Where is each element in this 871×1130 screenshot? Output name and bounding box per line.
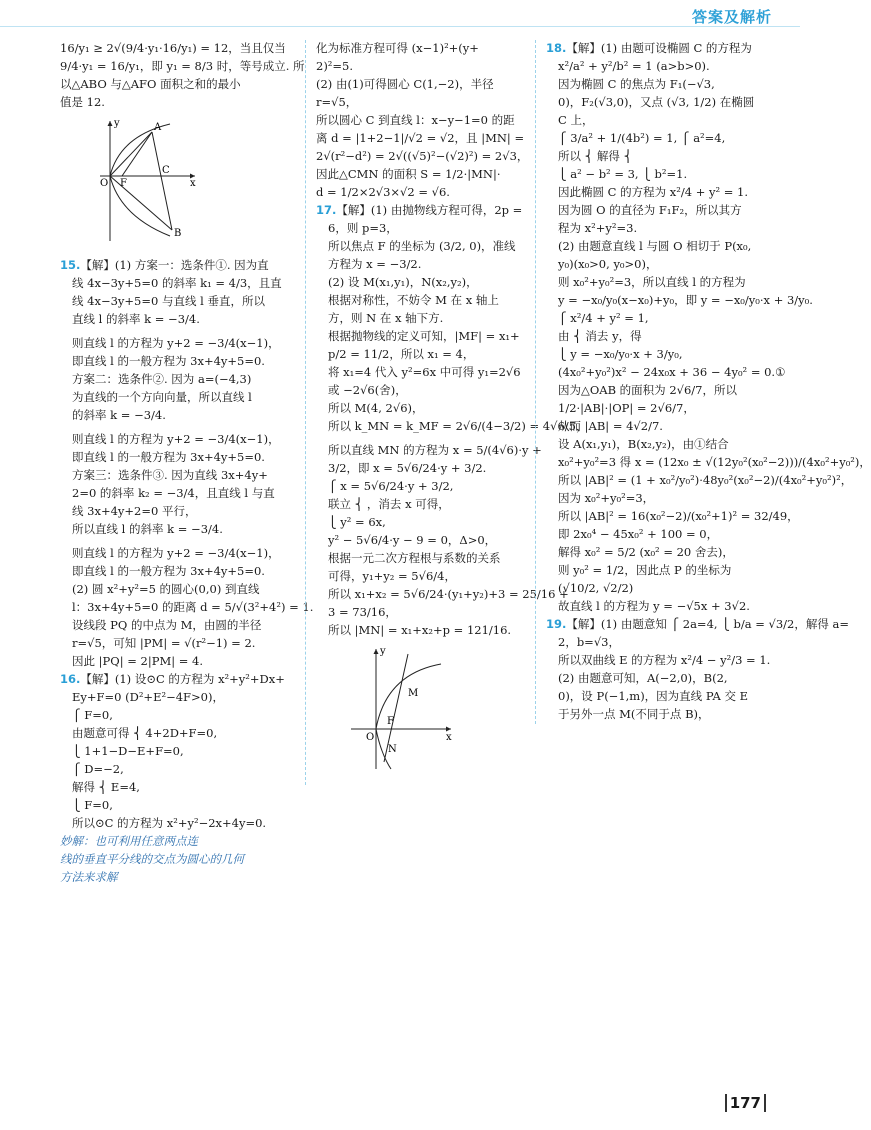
text-line: 或 −2√6(舍)， — [328, 383, 407, 397]
text-line: 由 ⎨ 消去 y，得 — [558, 329, 642, 343]
text-line: (4x₀²+y₀²)x² − 24x₀x + 36 − 4y₀² = 0.① — [558, 365, 786, 379]
text-line: C 上， — [558, 113, 594, 127]
text-line: ⎩ F=0, — [72, 798, 113, 812]
question-line: 16.【解】(1) 设⊙C 的方程为 x²+y²+Dx+ — [60, 672, 285, 686]
question-number: 19. — [546, 617, 567, 631]
note-line: 方法来求解 — [60, 870, 118, 884]
text-line: 直线 l 的斜率 k = −3/4. — [72, 312, 200, 326]
text-line: Ey+F=0 (D²+E²−4F>0)， — [72, 690, 224, 704]
text-line: 16/y₁ ≥ 2√(9/4·y₁·16/y₁) = 12，当且仅当 — [60, 41, 286, 55]
text-line: (2) 由(1)可得圆心 C(1,−2)，半径 — [316, 77, 494, 91]
page-number: 177 — [725, 1094, 766, 1112]
text-line: r=√5， — [316, 95, 358, 109]
header-title: 答案及解析 — [691, 8, 772, 26]
label-F: F — [387, 716, 394, 727]
text-line: 从而 |AB| = 4√2/7. — [558, 419, 663, 433]
text-line: 0)，设 P(−1,m)，因为直线 PA 交 E — [558, 689, 749, 703]
text-line: 方案三：选条件③. 因为直线 3x+4y+ — [72, 468, 268, 482]
text-line: 的斜率 k = −3/4. — [72, 408, 166, 422]
text-line: 设 A(x₁,y₁)，B(x₂,y₂)，由①结合 — [558, 437, 729, 451]
text-line: 根据抛物线的定义可知，|MF| = x₁+ — [328, 329, 520, 343]
parabola-figure — [346, 644, 456, 774]
text-line: 则 y₀² = 1/2，因此点 P 的坐标为 — [558, 563, 732, 577]
text-line: 因为△OAB 的面积为 2√6/7，所以 — [558, 383, 737, 397]
text-line: 因为圆 O 的直径为 F₁F₂，所以其方 — [558, 203, 742, 217]
text-line: 离 d = |1+2−1|/√2 = √2，且 |MN| = — [316, 131, 525, 145]
text-line: (√10/2, √2/2) — [558, 581, 634, 595]
text-line: (2) 由题意直线 l 与圆 O 相切于 P(x₀, — [558, 239, 752, 253]
text-line: 所以 |MN| = x₁+x₂+p = 121/16. — [328, 623, 512, 637]
text-line: (2) 圆 x²+y²=5 的圆心(0,0) 到直线 — [72, 582, 260, 596]
label-M: M — [408, 688, 419, 699]
text-line: 化为标准方程可得 (x−1)²+(y+ — [316, 41, 479, 55]
label-F: F — [120, 178, 127, 189]
text-line: 则直线 l 的方程为 y+2 = −3/4(x−1)， — [72, 546, 280, 560]
text-line: 以△ABO 与△AFO 面积之和的最小 — [60, 77, 241, 91]
label-A: A — [154, 122, 162, 133]
text-line: 所以焦点 F 的坐标为 (3/2, 0)，准线 — [328, 239, 516, 253]
label-B: B — [174, 228, 182, 239]
text-line: 因此△CMN 的面积 S = 1/2·|MN|· — [316, 167, 501, 181]
question-number: 18. — [546, 41, 567, 55]
text-line: 为直线的一个方向向量，所以直线 l — [72, 390, 252, 404]
question-number: 16. — [60, 672, 81, 686]
text-line: 设线段 PQ 的中点为 M，由圆的半径 — [72, 618, 262, 632]
text-line: 因为椭圆 C 的焦点为 F₁(−√3, — [558, 77, 715, 91]
text-line: d = 1/2×2√3×√2 = √6. — [316, 185, 450, 199]
text-line: 即直线 l 的一般方程为 3x+4y+5=0. — [72, 354, 265, 368]
text-line: ⎩ a² − b² = 3, ⎩ b²=1. — [558, 167, 688, 181]
text-line: 方，则 N 在 x 轴下方. — [328, 311, 444, 325]
text-line: 所以 ⎨ 解得 ⎨ — [558, 149, 633, 163]
text-line: 3 = 73/16， — [328, 605, 397, 619]
text-line: 根据对称性，不妨令 M 在 x 轴上 — [328, 293, 499, 307]
text-line: 所以⊙C 的方程为 x²+y²−2x+4y=0. — [72, 816, 267, 830]
text-line: 因此椭圆 C 的方程为 x²/4 + y² = 1. — [558, 185, 749, 199]
text-line: 由题意可得 ⎨ 4+2D+F=0, — [72, 726, 218, 740]
text-line: 于另外一点 M(不同于点 B)， — [558, 707, 710, 721]
text-line: 2)²=5. — [316, 59, 354, 73]
text-line: 故直线 l 的方程为 y = −√5x + 3√2. — [558, 599, 750, 613]
text-line: 联立 ⎨ ，消去 x 可得， — [328, 497, 450, 511]
text-line: 即直线 l 的一般方程为 3x+4y+5=0. — [72, 450, 265, 464]
text-line: 6，则 p=3， — [328, 221, 398, 235]
text-line: 则直线 l 的方程为 y+2 = −3/4(x−1)， — [72, 336, 280, 350]
column-left — [60, 40, 314, 887]
question-line: 17.【解】(1) 由抛物线方程可得，2p = — [316, 203, 523, 217]
ellipse-figure — [90, 116, 200, 246]
text-line: 则 x₀²+y₀²=3，所以直线 l 的方程为 — [558, 275, 746, 289]
question-line: 18.【解】(1) 由题可设椭圆 C 的方程为 — [546, 41, 752, 55]
question-number: 15. — [60, 258, 81, 272]
text-line: y₀)(x₀>0, y₀>0)， — [558, 257, 658, 271]
text-line: 所以直线 l 的斜率 k = −3/4. — [72, 522, 223, 536]
text-line: 所以直线 MN 的方程为 x = 5/(4√6)·y + — [328, 443, 542, 457]
note-line: 线的垂直平分线的交点为圆心的几何 — [60, 852, 244, 866]
text-line: 方案二：选条件②. 因为 a=(−4,3) — [72, 372, 252, 386]
header-rule — [0, 26, 800, 27]
text-line: 即 2x₀⁴ − 45x₀² + 100 = 0， — [558, 527, 719, 541]
text-line: 解得 ⎨ E=4, — [72, 780, 140, 794]
text-line: ⎩ y = −x₀/y₀·x + 3/y₀, — [558, 347, 683, 361]
text-line: y = −x₀/y₀(x−x₀)+y₀，即 y = −x₀/y₀·x + 3/y₀. — [558, 293, 813, 307]
note-line: 妙解：也可利用任意两点连 — [60, 834, 198, 848]
label-C: C — [162, 165, 170, 176]
text-line: 因为 x₀²+y₀²=3， — [558, 491, 655, 505]
text-line: (2) 由题意可知，A(−2,0)，B(2, — [558, 671, 728, 685]
text-line: 1/2·|AB|·|OP| = 2√6/7， — [558, 401, 695, 415]
text-line: ⎧ 3/a² + 1/(4b²) = 1, ⎧ a²=4, — [558, 131, 726, 145]
text-line: ⎧ x = 5√6/24·y + 3/2, — [328, 479, 454, 493]
label-y: y — [114, 118, 120, 129]
text-line: 将 x₁=4 代入 y²=6x 中可得 y₁=2√6 — [328, 365, 521, 379]
text-line: 9/4·y₁ = 16/y₁，即 y₁ = 8/3 时，等号成立. 所 — [60, 59, 305, 73]
column-right — [535, 40, 871, 724]
text-line: l：3x+4y+5=0 的距离 d = 5/√(3²+4²) = 1. — [72, 600, 314, 614]
text-line: r=√5，可知 |PM| = √(r²−1) = 2. — [72, 636, 256, 650]
text-line: 2=0 的斜率 k₂ = −3/4，且直线 l 与直 — [72, 486, 275, 500]
text-line: 线 4x−3y+5=0 的斜率 k₁ = 4/3，且直 — [72, 276, 282, 290]
text-line: ⎧ F=0, — [72, 708, 113, 722]
text-line: 可得，y₁+y₂ = 5√6/4， — [328, 569, 456, 583]
text-line: 方程为 x = −3/2. — [328, 257, 422, 271]
text-line: 所以双曲线 E 的方程为 x²/4 − y²/3 = 1. — [558, 653, 771, 667]
text-line: x₀²+y₀²=3 得 x = (12x₀ ± √(12y₀²(x₀²−2)))/(4x₀²+y₀²)， — [558, 455, 871, 469]
label-x: x — [446, 732, 452, 743]
label-O: O — [100, 178, 109, 189]
text-line: ⎧ x²/4 + y² = 1, — [558, 311, 649, 325]
text-line: 线 3x+4y+2=0 平行， — [72, 504, 197, 518]
text-line: ⎩ y² = 6x, — [328, 515, 386, 529]
text-line: x²/a² + y²/b² = 1 (a>b>0). — [558, 59, 710, 73]
text-line: 2√(r²−d²) = 2√((√5)²−(√2)²) = 2√3， — [316, 149, 529, 163]
text-line: 2，b=√3， — [558, 635, 620, 649]
question-line: 19.【解】(1) 由题意知 ⎧ 2a=4, ⎩ b/a = √3/2，解得 a= — [546, 617, 849, 631]
text-line: ⎩ 1+1−D−E+F=0, — [72, 744, 184, 758]
text-line: 所以 x₁+x₂ = 5√6/24·(y₁+y₂)+3 = 25/16 + — [328, 587, 569, 601]
text-line: 所以 k_MN = k_MF = 2√6/(4−3/2) = 4√6/5， — [328, 419, 588, 433]
label-y: y — [380, 646, 386, 657]
text-line: ⎧ D=−2, — [72, 762, 124, 776]
text-line: 程为 x²+y²=3. — [558, 221, 638, 235]
text-line: 线 4x−3y+5=0 与直线 l 垂直，所以 — [72, 294, 265, 308]
text-line: 所以圆心 C 到直线 l：x−y−1=0 的距 — [316, 113, 515, 127]
label-O: O — [366, 732, 375, 743]
text-line: 则直线 l 的方程为 y+2 = −3/4(x−1)， — [72, 432, 280, 446]
question-line: 15.【解】(1) 方案一：选条件①. 因为直 — [60, 258, 269, 272]
text-line: 0)，F₂(√3,0)，又点 (√3, 1/2) 在椭圆 — [558, 95, 755, 109]
text-line: 解得 x₀² = 5/2 (x₀² = 20 舍去)， — [558, 545, 734, 559]
question-number: 17. — [316, 203, 337, 217]
text-line: 根据一元二次方程根与系数的关系 — [328, 551, 501, 565]
text-line: 因此 |PQ| = 2|PM| = 4. — [72, 654, 204, 668]
text-line: (2) 设 M(x₁,y₁)，N(x₂,y₂)， — [328, 275, 478, 289]
label-N: N — [388, 744, 397, 755]
text-line: 即直线 l 的一般方程为 3x+4y+5=0. — [72, 564, 265, 578]
text-line: y² − 5√6/4·y − 9 = 0，Δ>0， — [328, 533, 497, 547]
text-line: 所以 M(4, 2√6)， — [328, 401, 424, 415]
text-line: 所以 |AB|² = (1 + x₀²/y₀²)·48y₀²(x₀²−2)/(4x₀²+y₀²)²， — [558, 473, 853, 487]
label-x: x — [190, 178, 196, 189]
text-line: p/2 = 11/2，所以 x₁ = 4， — [328, 347, 475, 361]
text-line: 值是 12. — [60, 95, 105, 109]
text-line: 所以 |AB|² = 16(x₀²−2)/(x₀²+1)² = 32/49， — [558, 509, 799, 523]
text-line: 3/2，即 x = 5√6/24·y + 3/2. — [328, 461, 487, 475]
